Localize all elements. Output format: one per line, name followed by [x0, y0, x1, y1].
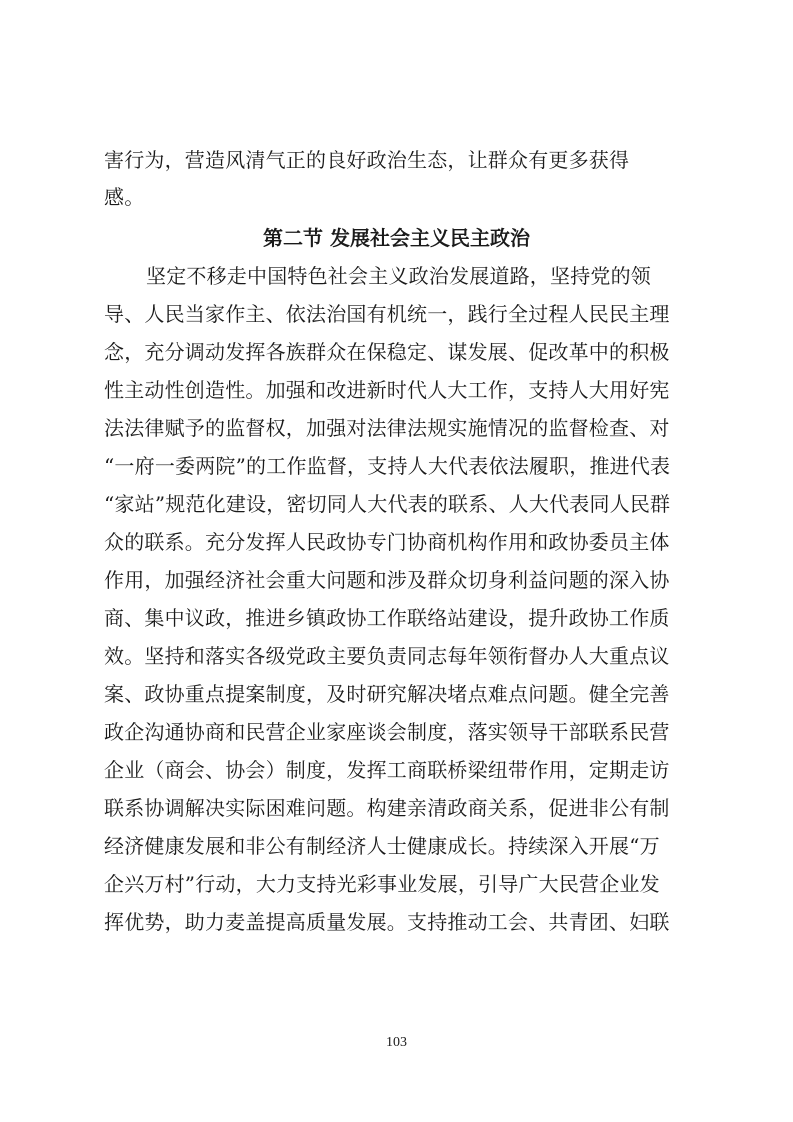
- section-heading: 第二节 发展社会主义民主政治: [263, 226, 530, 250]
- body-text-line: 害行为，营造风清气正的良好政治生态，让群众有更多获得: [104, 148, 630, 172]
- body-text-line: 政企沟通协商和民营企业家座谈会制度，落实领导干部联系民营: [104, 720, 670, 744]
- page-number: 103: [386, 1035, 407, 1050]
- body-text-line: 众的联系。充分发挥人民政协专门协商机构作用和政协委员主体: [104, 530, 670, 554]
- body-text-line: 念，充分调动发挥各族群众在保稳定、谋发展、促改革中的积极: [104, 340, 670, 364]
- body-text-line: 商、集中议政，推进乡镇政协工作联络站建设，提升政协工作质: [104, 606, 670, 630]
- body-text-line: 感。: [104, 185, 145, 209]
- body-text-line: 经济健康发展和非公有制经济人士健康成长。持续深入开展“万: [104, 834, 660, 858]
- body-text-line: 挥优势，助力麦盖提高质量发展。支持推动工会、共青团、妇联: [104, 910, 670, 934]
- body-text-line: 作用，加强经济社会重大问题和涉及群众切身利益问题的深入协: [104, 568, 670, 592]
- body-text-line: 导、人民当家作主、依法治国有机统一，践行全过程人民民主理: [104, 302, 670, 326]
- body-text-line: 企业（商会、协会）制度，发挥工商联桥梁纽带作用，定期走访: [104, 758, 670, 782]
- body-text-line: 企兴万村”行动，大力支持光彩事业发展，引导广大民营企业发: [104, 872, 660, 896]
- body-text-line: 法法律赋予的监督权，加强对法律法规实施情况的监督检查、对: [104, 416, 670, 440]
- body-text-line: 联系协调解决实际困难问题。构建亲清政商关系，促进非公有制: [104, 796, 670, 820]
- body-text-line: 性主动性创造性。加强和改进新时代人大工作，支持人大用好宪: [104, 378, 670, 402]
- paragraph-first-line: 坚定不移走中国特色社会主义政治发展道路，坚持党的领: [146, 264, 651, 288]
- body-text-line: 效。坚持和落实各级党政主要负责同志每年领衔督办人大重点议: [104, 644, 670, 668]
- body-text-line: “家站”规范化建设，密切同人大代表的联系、人大代表同人民群: [104, 492, 671, 516]
- body-text-line: 案、政协重点提案制度，及时研究解决堵点难点问题。健全完善: [104, 682, 670, 706]
- body-text-line: “一府一委两院”的工作监督，支持人大代表依法履职，推进代表: [104, 454, 671, 478]
